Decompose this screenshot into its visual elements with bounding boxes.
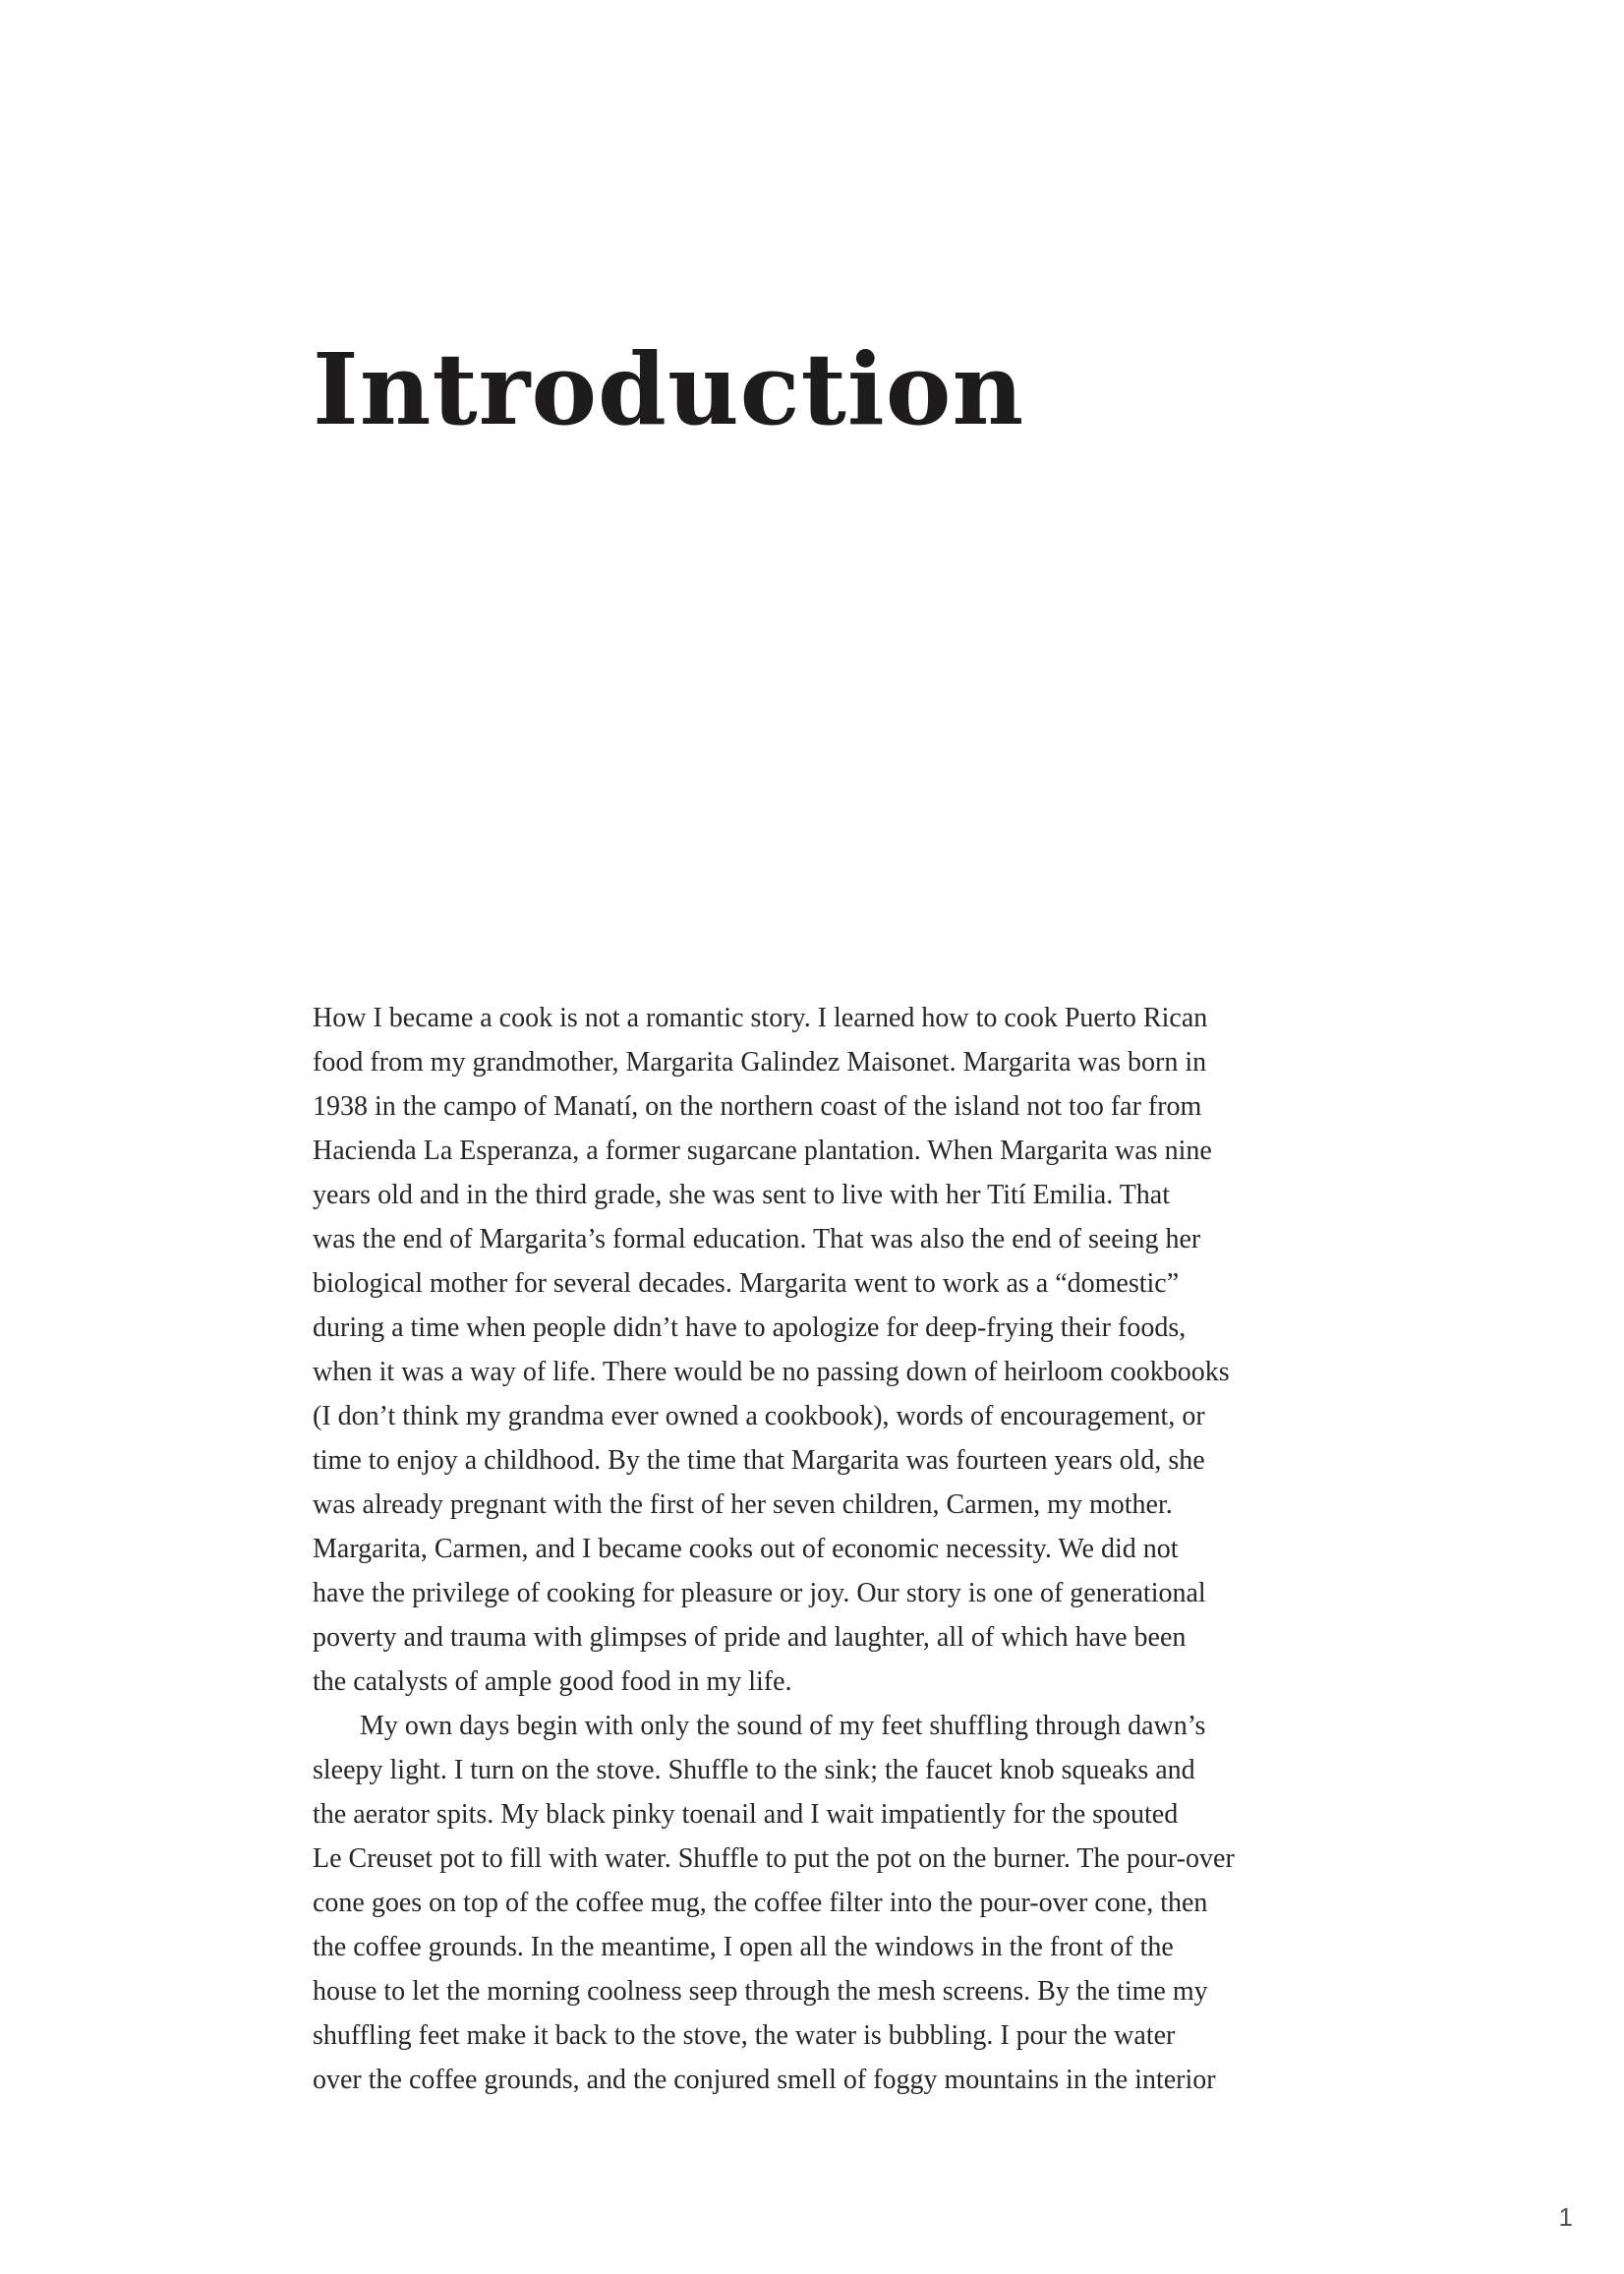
text-line: was the end of Margarita’s formal education. That was also the end of seeing her	[313, 1224, 1201, 1254]
text-line: sleepy light. I turn on the stove. Shuffle to the sink; the faucet knob squeaks and	[313, 1755, 1195, 1785]
text-line: Le Creuset pot to fill with water. Shuffle to put the pot on the burner. The pour-over	[313, 1843, 1235, 1874]
text-line: time to enjoy a childhood. By the time that Margarita was fourteen years old, she	[313, 1445, 1205, 1476]
page-title: Introduction	[313, 331, 1025, 447]
text-line: cone goes on top of the coffee mug, the coffee filter into the pour-over cone, then	[313, 1888, 1208, 1918]
text-line: food from my grandmother, Margarita Galindez Maisonet. Margarita was born in	[313, 1047, 1207, 1078]
text-line: the coffee grounds. In the meantime, I open all the windows in the front of the	[313, 1932, 1174, 1962]
text-line: was already pregnant with the first of her seven children, Carmen, my mother.	[313, 1489, 1173, 1520]
text-line: shuffling feet make it back to the stove, the water is bubbling. I pour the water	[313, 2020, 1176, 2051]
text-line: the aerator spits. My black pinky toenail and I wait impatiently for the spouted	[313, 1799, 1179, 1830]
page-number: 1	[1558, 2202, 1573, 2232]
text-line: during a time when people didn’t have to apologize for deep-frying their foods,	[313, 1312, 1187, 1343]
text-line: house to let the morning coolness seep through the mesh screens. By the time my	[313, 1976, 1208, 2007]
text-line-paragraph-start: My own days begin with only the sound of my feet shuffling through dawn’s	[360, 1711, 1206, 1741]
text-line: 1938 in the campo of Manatí, on the northern coast of the island not too far from	[313, 1091, 1202, 1122]
text-line: over the coffee grounds, and the conjured smell of foggy mountains in the interior	[313, 2065, 1216, 2095]
text-line: have the privilege of cooking for pleasure or joy. Our story is one of generational	[313, 1578, 1206, 1608]
text-line: the catalysts of ample good food in my life.	[313, 1666, 792, 1697]
text-line: Hacienda La Esperanza, a former sugarcane plantation. When Margarita was nine	[313, 1136, 1212, 1166]
text-line: (I don’t think my grandma ever owned a cookbook), words of encouragement, or	[313, 1401, 1205, 1431]
text-line: biological mother for several decades. Margarita went to work as a “domestic”	[313, 1268, 1180, 1299]
text-line: poverty and trauma with glimpses of pride and laughter, all of which have been	[313, 1622, 1187, 1653]
text-line: years old and in the third grade, she was sent to live with her Tití Emilia. That	[313, 1180, 1171, 1210]
text-line: How I became a cook is not a romantic story. I learned how to cook Puerto Rican	[313, 1003, 1208, 1033]
text-line: Margarita, Carmen, and I became cooks out of economic necessity. We did not	[313, 1534, 1179, 1564]
body-text	[313, 996, 1404, 2102]
text-line: when it was a way of life. There would be no passing down of heirloom cookbooks	[313, 1357, 1230, 1387]
